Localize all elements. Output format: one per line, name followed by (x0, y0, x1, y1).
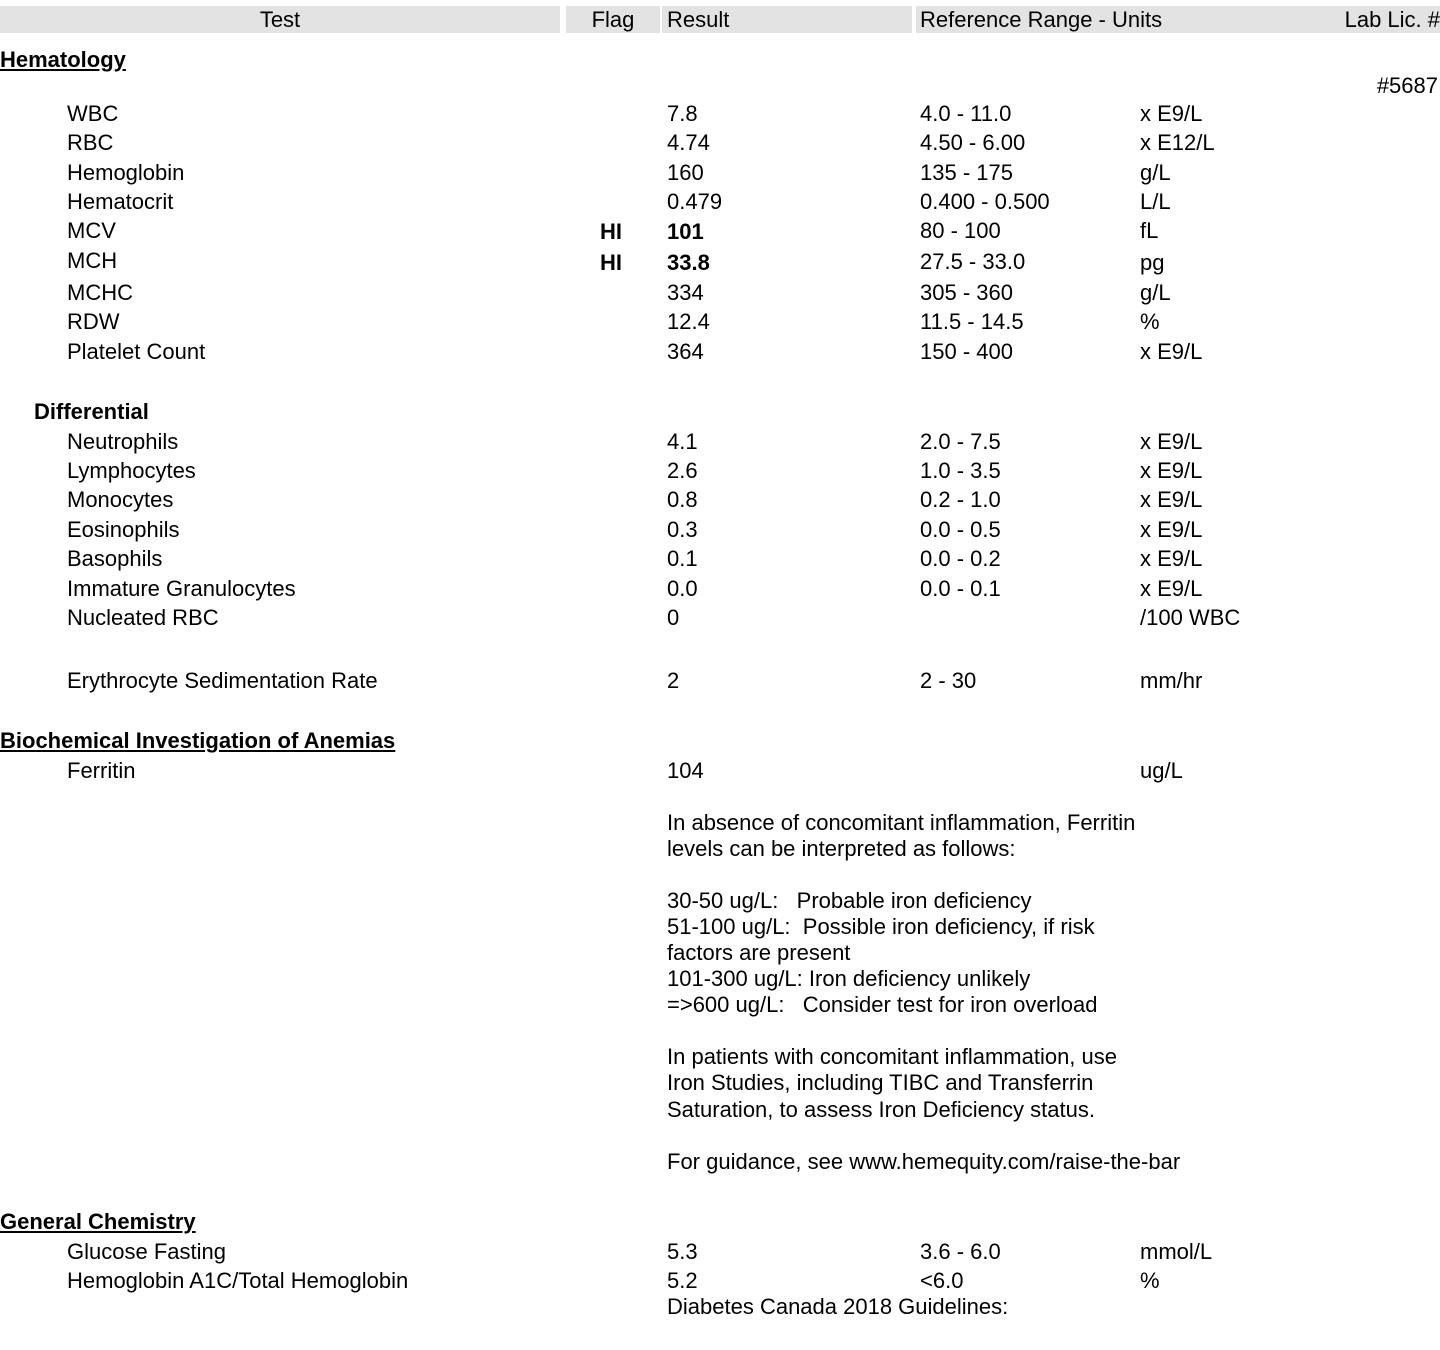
note-line: 30-50 ug/L: Probable iron deficiency (667, 888, 1032, 913)
test-result: 160 (667, 160, 704, 185)
flag-high: HI (600, 219, 622, 244)
test-result: 0.3 (667, 517, 698, 542)
test-name: RDW (67, 309, 120, 334)
header-lab-lic: Lab Lic. # (1344, 7, 1440, 32)
note-line: 51-100 ug/L: Possible iron deficiency, if risk (667, 914, 1095, 939)
header-reference (916, 6, 1440, 33)
units: /100 WBC (1140, 605, 1241, 630)
test-name: Lymphocytes (67, 458, 196, 483)
test-name: Ferritin (67, 758, 136, 783)
units: x E9/L (1140, 339, 1203, 364)
units: x E9/L (1140, 546, 1203, 571)
note-line: Iron Studies, including TIBC and Transferrin (667, 1070, 1094, 1095)
test-name: Nucleated RBC (67, 605, 219, 630)
units: x E9/L (1140, 458, 1203, 483)
test-name: Platelet Count (67, 339, 206, 364)
test-name: MCH (67, 248, 118, 273)
flag-high: HI (600, 250, 622, 275)
reference-range: 0.400 - 0.500 (920, 189, 1050, 214)
test-result: 104 (667, 758, 704, 783)
test-result: 334 (667, 280, 704, 305)
note-line: In patients with concomitant inflammation, use (667, 1044, 1118, 1069)
units: L/L (1140, 189, 1171, 214)
test-result: 0.479 (667, 189, 723, 214)
reference-range: 0.0 - 0.5 (920, 517, 1001, 542)
test-name: Eosinophils (67, 517, 180, 542)
test-result: 0.1 (667, 546, 698, 571)
units: pg (1140, 250, 1165, 275)
note-line: factors are present (667, 940, 851, 965)
units: % (1140, 309, 1160, 334)
subsection-differential: Differential (34, 399, 149, 424)
section-hematology: Hematology (0, 47, 126, 72)
reference-range: 80 - 100 (920, 218, 1001, 243)
reference-range: 4.50 - 6.00 (920, 130, 1026, 155)
test-name: Hemoglobin A1C/Total Hemoglobin (67, 1268, 409, 1293)
note-line: levels can be interpreted as follows: (667, 836, 1016, 861)
units: g/L (1140, 160, 1171, 185)
note-line: In absence of concomitant inflammation, Ferritin (667, 810, 1136, 835)
reference-range: 4.0 - 11.0 (920, 101, 1012, 126)
section-anemias: Biochemical Investigation of Anemias (0, 728, 396, 753)
header-flag: Flag (566, 6, 660, 33)
reference-range: <6.0 (920, 1268, 964, 1293)
reference-range: 135 - 175 (920, 160, 1013, 185)
units: fL (1140, 218, 1159, 243)
note-line: =>600 ug/L: Consider test for iron overload (667, 992, 1098, 1017)
reference-range: 27.5 - 33.0 (920, 249, 1026, 274)
units: x E9/L (1140, 517, 1203, 542)
note-line: Saturation, to assess Iron Deficiency status. (667, 1097, 1095, 1122)
reference-range: 1.0 - 3.5 (920, 458, 1001, 483)
lab-lic-value: #5687 (1376, 73, 1438, 98)
test-result: 0 (667, 605, 680, 630)
reference-range: 2.0 - 7.5 (920, 429, 1001, 454)
reference-range: 0.0 - 0.1 (920, 576, 1001, 601)
header-result: Result (662, 6, 912, 33)
units: x E9/L (1140, 429, 1203, 454)
reference-range: 305 - 360 (920, 280, 1013, 305)
test-name: Neutrophils (67, 429, 179, 454)
units: x E9/L (1140, 487, 1203, 512)
units: x E9/L (1140, 101, 1203, 126)
test-result: 33.8 (667, 250, 710, 275)
units: g/L (1140, 280, 1171, 305)
reference-range: 150 - 400 (920, 339, 1013, 364)
test-result: 0.8 (667, 487, 698, 512)
units: % (1140, 1268, 1160, 1293)
guideline-note: Diabetes Canada 2018 Guidelines: (667, 1294, 1009, 1319)
header-test: Test (0, 6, 560, 33)
reference-range: 3.6 - 6.0 (920, 1239, 1001, 1264)
test-result: 0.0 (667, 576, 698, 601)
test-name: Erythrocyte Sedimentation Rate (67, 668, 378, 693)
test-name: Hemoglobin (67, 160, 185, 185)
test-result: 12.4 (667, 309, 710, 334)
test-name: MCV (67, 218, 116, 243)
units: x E12/L (1140, 130, 1215, 155)
reference-range: 2 - 30 (920, 668, 977, 693)
test-name: Monocytes (67, 487, 174, 512)
test-name: MCHC (67, 280, 133, 305)
header-reference-label: Reference Range - Units (920, 7, 1163, 32)
test-name: Basophils (67, 546, 163, 571)
test-result: 2 (667, 668, 680, 693)
section-general-chemistry: General Chemistry (0, 1209, 196, 1234)
test-result: 4.74 (667, 130, 710, 155)
reference-range: 0.2 - 1.0 (920, 487, 1001, 512)
units: mmol/L (1140, 1239, 1213, 1264)
test-result: 364 (667, 339, 704, 364)
test-name: Immature Granulocytes (67, 576, 296, 601)
test-result: 2.6 (667, 458, 698, 483)
reference-range: 0.0 - 0.2 (920, 546, 1001, 571)
test-result: 5.3 (667, 1239, 698, 1264)
test-name: Hematocrit (67, 189, 174, 214)
note-line: For guidance, see www.hemequity.com/raise-the-bar (667, 1149, 1181, 1174)
test-result: 101 (667, 219, 704, 244)
test-name: WBC (67, 101, 119, 126)
units: ug/L (1140, 758, 1183, 783)
test-name: RBC (67, 130, 114, 155)
test-result: 7.8 (667, 101, 698, 126)
units: x E9/L (1140, 576, 1203, 601)
note-line: 101-300 ug/L: Iron deficiency unlikely (667, 966, 1031, 991)
reference-range: 11.5 - 14.5 (920, 309, 1024, 334)
units: mm/hr (1140, 668, 1203, 693)
test-name: Glucose Fasting (67, 1239, 226, 1264)
test-result: 5.2 (667, 1268, 698, 1293)
test-result: 4.1 (667, 429, 698, 454)
